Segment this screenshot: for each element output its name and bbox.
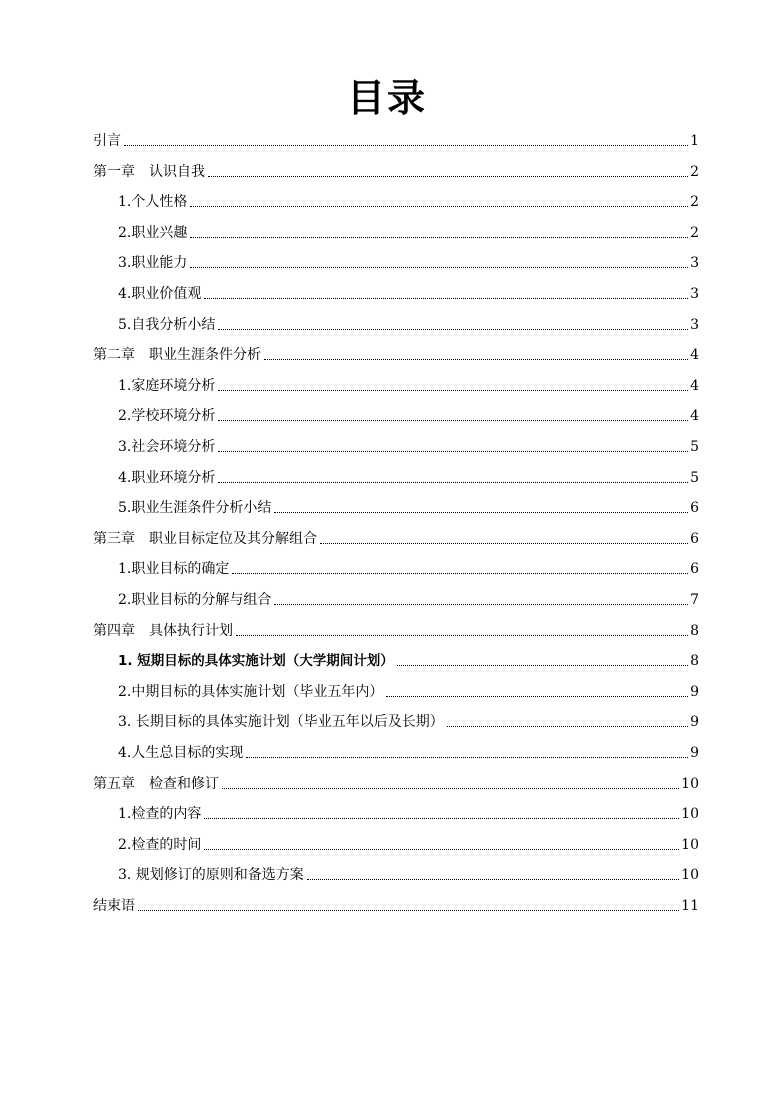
toc-entry-label: 第五章 检查和修订 xyxy=(93,775,219,792)
toc-entry-page: 5 xyxy=(690,439,699,455)
toc-entry-label: 5.自我分析小结 xyxy=(118,316,216,333)
toc-entry-label: 2.检查的时间 xyxy=(118,836,202,853)
toc-entry[interactable] xyxy=(118,824,699,854)
toc-entry[interactable] xyxy=(118,854,699,884)
toc-entry-page: 9 xyxy=(690,745,699,761)
toc-entry-page: 2 xyxy=(690,194,699,211)
toc-entry[interactable] xyxy=(118,426,699,456)
toc-entry-page: 2 xyxy=(690,224,699,241)
toc-entry-page: 1 xyxy=(690,133,699,149)
dot-leader xyxy=(274,603,688,605)
toc-entry-page: 10 xyxy=(681,806,699,823)
toc-entry-label: 第四章 具体执行计划 xyxy=(93,622,233,639)
toc-entry-page: 3 xyxy=(690,286,699,302)
toc-entry[interactable] xyxy=(118,732,699,762)
toc-entry-label: 5.职业生涯条件分析小结 xyxy=(118,500,272,517)
toc-entry[interactable] xyxy=(118,487,699,517)
toc-entry-label: 4.职业环境分析 xyxy=(118,469,216,486)
toc-entry-label: 1.家庭环境分析 xyxy=(118,377,216,394)
toc-entry-label: 1.个人性格 xyxy=(118,194,188,211)
toc-entry-label: 第三章 职业目标定位及其分解组合 xyxy=(93,530,317,547)
dot-leader xyxy=(218,450,688,452)
toc-entry-page: 9 xyxy=(690,714,699,731)
dot-leader xyxy=(190,266,688,268)
dot-leader xyxy=(190,236,688,238)
toc-entry[interactable] xyxy=(118,212,699,242)
dot-leader xyxy=(124,144,688,146)
toc-entry-page: 6 xyxy=(690,530,699,547)
toc-entry[interactable] xyxy=(118,273,699,303)
dot-leader xyxy=(320,542,688,544)
toc-entry[interactable] xyxy=(93,334,699,364)
dot-leader xyxy=(386,695,688,697)
toc-entry[interactable] xyxy=(118,365,699,395)
dot-leader xyxy=(246,756,688,758)
dot-leader xyxy=(218,389,688,391)
toc-entry-label: 2.中期目标的具体实施计划（毕业五年内） xyxy=(118,683,384,700)
dot-leader xyxy=(204,297,688,299)
toc-entry-label: 2.职业目标的分解与组合 xyxy=(118,592,272,608)
toc-entry[interactable] xyxy=(118,579,699,609)
toc-entry-page: 11 xyxy=(681,898,699,914)
toc-entry-page: 4 xyxy=(690,408,699,425)
toc-entry-label: 引言 xyxy=(93,133,121,149)
toc-entry[interactable] xyxy=(118,671,699,701)
toc-entry-label: 1. 短期目标的具体实施计划（大学期间计划） xyxy=(118,653,394,670)
toc-entry-label: 第一章 认识自我 xyxy=(93,163,205,180)
toc-entry-label: 3. 规划修订的原则和备选方案 xyxy=(118,867,304,884)
toc-entry-label: 4.人生总目标的实现 xyxy=(118,745,244,761)
toc-entry-label: 4.职业价值观 xyxy=(118,286,202,302)
toc-entry-label: 3.职业能力 xyxy=(118,255,188,272)
dot-leader xyxy=(274,511,688,513)
toc-entry-label: 第二章 职业生涯条件分析 xyxy=(93,347,261,364)
toc-entry[interactable] xyxy=(118,304,699,334)
dot-leader xyxy=(236,634,688,636)
toc-entry[interactable] xyxy=(118,640,699,670)
dot-leader xyxy=(190,205,688,207)
dot-leader xyxy=(307,878,679,880)
toc-entry-page: 5 xyxy=(690,469,699,486)
toc-entry[interactable] xyxy=(93,151,699,181)
toc-entry-page: 8 xyxy=(690,622,699,639)
toc-entry[interactable] xyxy=(93,763,699,793)
toc-entry-page: 6 xyxy=(690,500,699,517)
dot-leader xyxy=(138,909,679,911)
toc-entry[interactable] xyxy=(93,610,699,640)
toc-entry[interactable] xyxy=(118,701,699,731)
toc-entry[interactable] xyxy=(118,181,699,211)
toc-entry-label: 2.职业兴趣 xyxy=(118,224,188,241)
toc-entry-label: 1.检查的内容 xyxy=(118,806,202,823)
dot-leader xyxy=(222,787,679,789)
toc-entry-label: 结束语 xyxy=(93,898,135,914)
dot-leader xyxy=(264,358,688,360)
dot-leader xyxy=(232,572,688,574)
toc-entry-page: 10 xyxy=(681,867,699,884)
toc-entry-page: 10 xyxy=(681,836,699,853)
toc-entry-label: 2.学校环境分析 xyxy=(118,408,216,425)
toc-entry-label: 1.职业目标的确定 xyxy=(118,561,230,578)
dot-leader xyxy=(218,481,688,483)
toc-entry[interactable] xyxy=(93,885,699,915)
page-title: 目录 xyxy=(346,76,427,120)
dot-leader xyxy=(218,328,688,330)
toc-entry-page: 8 xyxy=(690,653,699,670)
toc-entry[interactable] xyxy=(118,457,699,487)
dot-leader xyxy=(447,725,688,727)
dot-leader xyxy=(397,664,688,666)
toc-entry[interactable] xyxy=(118,548,699,578)
toc-entry-page: 4 xyxy=(690,347,699,364)
toc-entry-page: 9 xyxy=(690,683,699,700)
toc-entry-page: 6 xyxy=(690,561,699,578)
toc-entry-page: 2 xyxy=(690,163,699,180)
toc-entry-page: 3 xyxy=(690,316,699,333)
dot-leader xyxy=(218,419,688,421)
toc-entry-page: 10 xyxy=(681,775,699,792)
dot-leader xyxy=(208,175,688,177)
toc-entry-label: 3.社会环境分析 xyxy=(118,439,216,455)
toc-entry-page: 4 xyxy=(690,377,699,394)
toc-entry[interactable] xyxy=(93,120,699,150)
toc-entry[interactable] xyxy=(118,242,699,272)
toc-entry[interactable] xyxy=(118,395,699,425)
toc-entry-page: 7 xyxy=(690,592,699,608)
toc-entry-page: 3 xyxy=(690,255,699,272)
toc-entry-label: 3. 长期目标的具体实施计划（毕业五年以后及长期） xyxy=(118,714,444,731)
toc-entry[interactable] xyxy=(93,518,699,548)
toc-entry[interactable] xyxy=(118,793,699,823)
dot-leader xyxy=(204,817,679,819)
dot-leader xyxy=(204,848,679,850)
